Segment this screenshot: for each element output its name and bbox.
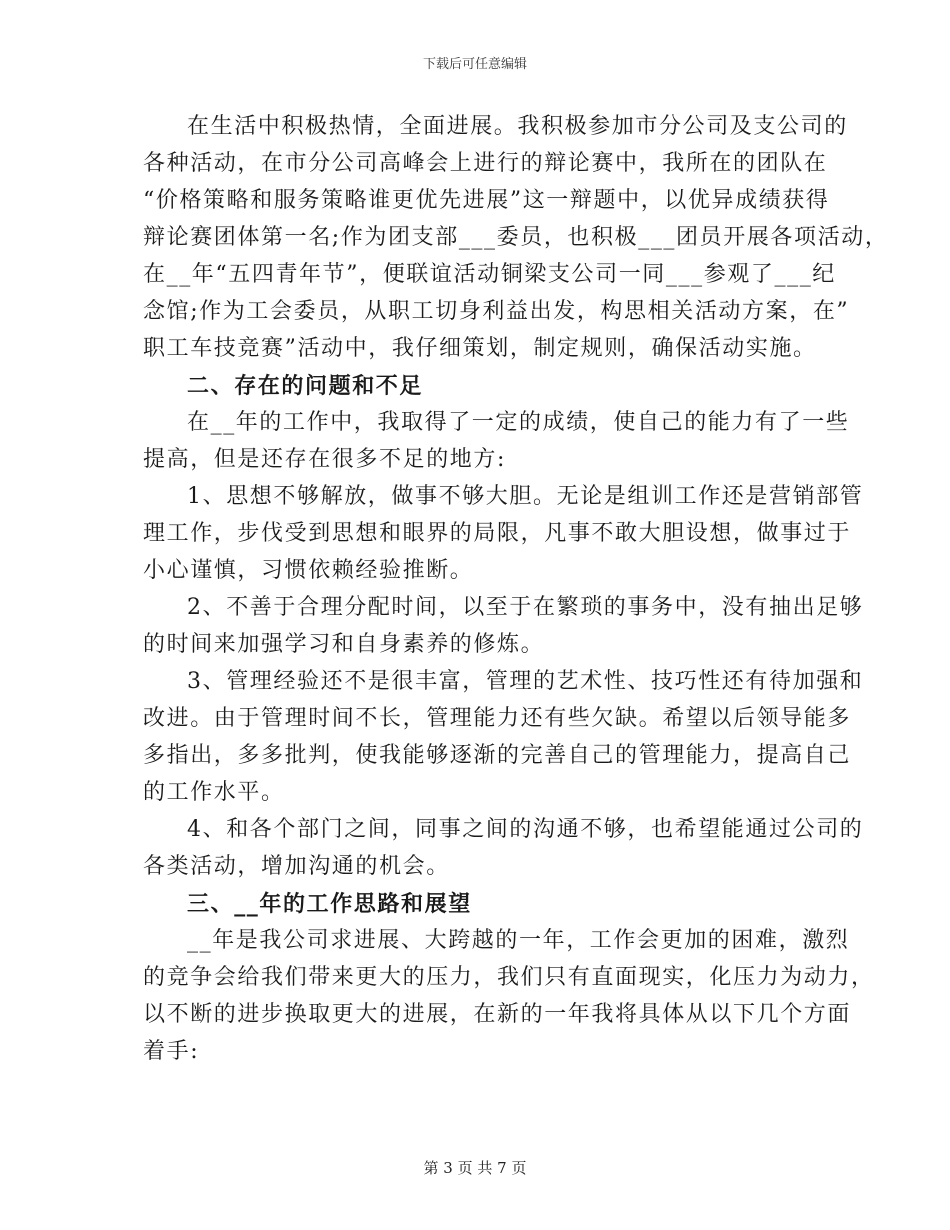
list-item-line: 理工作，步伐受到思想和眼界的局限，凡事不敢大胆设想，做事过于 <box>143 521 852 546</box>
list-item-line: 的时间来加强学习和自身素养的修炼。 <box>143 632 545 657</box>
page-footer: 第 3 页 共 7 页 <box>423 1159 527 1177</box>
paragraph-line: 的竞争会给我们带来更大的压力，我们只有直面现实，化压力为动力， <box>143 965 875 990</box>
paragraph-line: __年是我公司求进展、大跨越的一年，工作会更加的困难，激烈 <box>187 928 850 953</box>
paragraph-line: 在生活中积极热情，全面进展。我积极参加市分公司及支公司的 <box>187 114 848 139</box>
list-item-line: 2、不善于合理分配时间，以至于在繁琐的事务中，没有抽出足够 <box>187 595 864 620</box>
list-item-line: 4、和各个部门之间，同事之间的沟通不够，也希望能通过公司的 <box>187 817 864 842</box>
paragraph-line: 辩论赛团体第一名;作为团支部___委员，也积极___团员开展各项活动， <box>143 225 889 250</box>
paragraph-line: 念馆;作为工会委员，从职工切身利益出发，构思相关活动方案，在” <box>143 299 850 324</box>
list-item-line: 小心谨慎，习惯依赖经验推断。 <box>143 558 474 583</box>
list-item-line: 的工作水平。 <box>143 780 285 805</box>
list-item-line: 1、思想不够解放，做事不够大胆。无论是组训工作还是营销部管 <box>187 484 864 509</box>
section-heading: 三、__年的工作思路和展望 <box>187 891 472 917</box>
paragraph-line: 提高，但是还存在很多不足的地方: <box>143 447 507 472</box>
list-item-line: 改进。由于管理时间不长，管理能力还有些欠缺。希望以后领导能多 <box>143 706 852 731</box>
paragraph-line: 以不断的进步换取更大的进展，在新的一年我将具体从以下几个方面 <box>143 1002 852 1027</box>
section-heading: 二、存在的问题和不足 <box>187 373 424 399</box>
paragraph-line: 各种活动，在市分公司高峰会上进行的辩论赛中，我所在的团队在 <box>143 151 828 176</box>
paragraph-line: 着手: <box>143 1039 200 1064</box>
list-item-line: 3、管理经验还不是很丰富，管理的艺术性、技巧性还有待加强和 <box>187 669 864 694</box>
list-item-line: 各类活动，增加沟通的机会。 <box>143 854 450 879</box>
list-item-line: 多指出，多多批判，使我能够逐渐的完善自己的管理能力，提高自己 <box>143 743 852 768</box>
page-header: 下载后可任意编辑 <box>422 57 527 72</box>
paragraph-line: “价格策略和服务策略谁更优先进展”这一辩题中，以优异成绩获得 <box>143 188 830 213</box>
paragraph-line: 在__年“五四青年节”，便联谊活动铜梁支公司一同___参观了___纪 <box>143 262 836 287</box>
paragraph-line: 职工车技竞赛”活动中，我仔细策划，制定规则，确保活动实施。 <box>143 336 817 361</box>
paragraph-line: 在__年的工作中，我取得了一定的成绩，使自己的能力有了一些 <box>187 410 850 435</box>
